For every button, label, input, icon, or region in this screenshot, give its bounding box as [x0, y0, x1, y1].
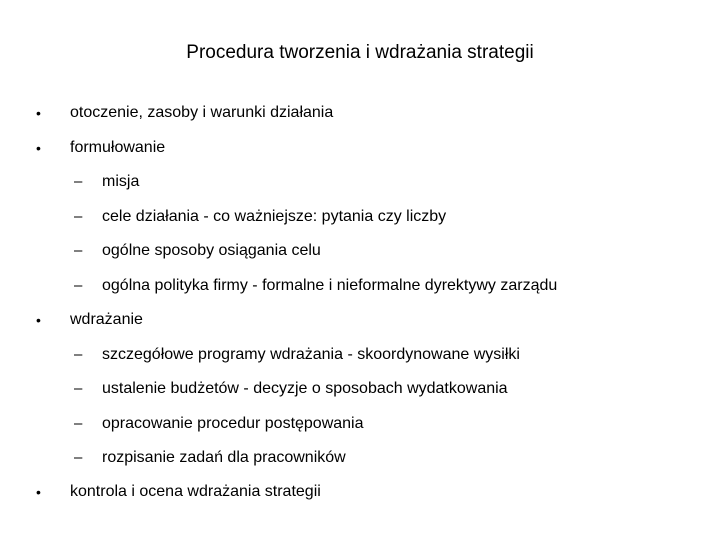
bullet-icon: • — [36, 140, 41, 156]
bullet-text: formułowanie — [70, 139, 166, 156]
sub-bullet-text: ogólna polityka firmy - formalne i nieformalne dyrektywy zarządu — [102, 277, 558, 294]
bullet-text: kontrola i ocena wdrażania strategii — [70, 483, 321, 500]
sub-bullet-text: misja — [102, 173, 140, 190]
dash-icon: – — [74, 415, 83, 432]
bullet-icon: • — [36, 312, 41, 328]
dash-icon: – — [74, 380, 83, 397]
dash-icon: – — [74, 449, 83, 466]
dash-icon: – — [74, 346, 83, 363]
bullet-icon: • — [36, 484, 41, 500]
dash-icon: – — [74, 208, 83, 225]
sub-bullet-text: opracowanie procedur postępowania — [102, 415, 364, 432]
sub-bullet-text: cele działania - co ważniejsze: pytania czy liczby — [102, 208, 447, 225]
slide-title: Procedura tworzenia i wdrażania strategii — [186, 42, 534, 63]
sub-bullet-text: ogólne sposoby osiągania celu — [102, 242, 321, 259]
sub-bullet-text: rozpisanie zadań dla pracowników — [102, 449, 346, 466]
dash-icon: – — [74, 277, 83, 294]
bullet-text: wdrażanie — [70, 311, 143, 328]
bullet-text: otoczenie, zasoby i warunki działania — [70, 104, 334, 121]
dash-icon: – — [74, 242, 83, 259]
sub-bullet-text: szczegółowe programy wdrażania - skoordynowane wysiłki — [102, 346, 520, 363]
dash-icon: – — [74, 173, 83, 190]
bullet-icon: • — [36, 105, 41, 121]
sub-bullet-text: ustalenie budżetów - decyzje o sposobach wydatkowania — [102, 380, 508, 397]
